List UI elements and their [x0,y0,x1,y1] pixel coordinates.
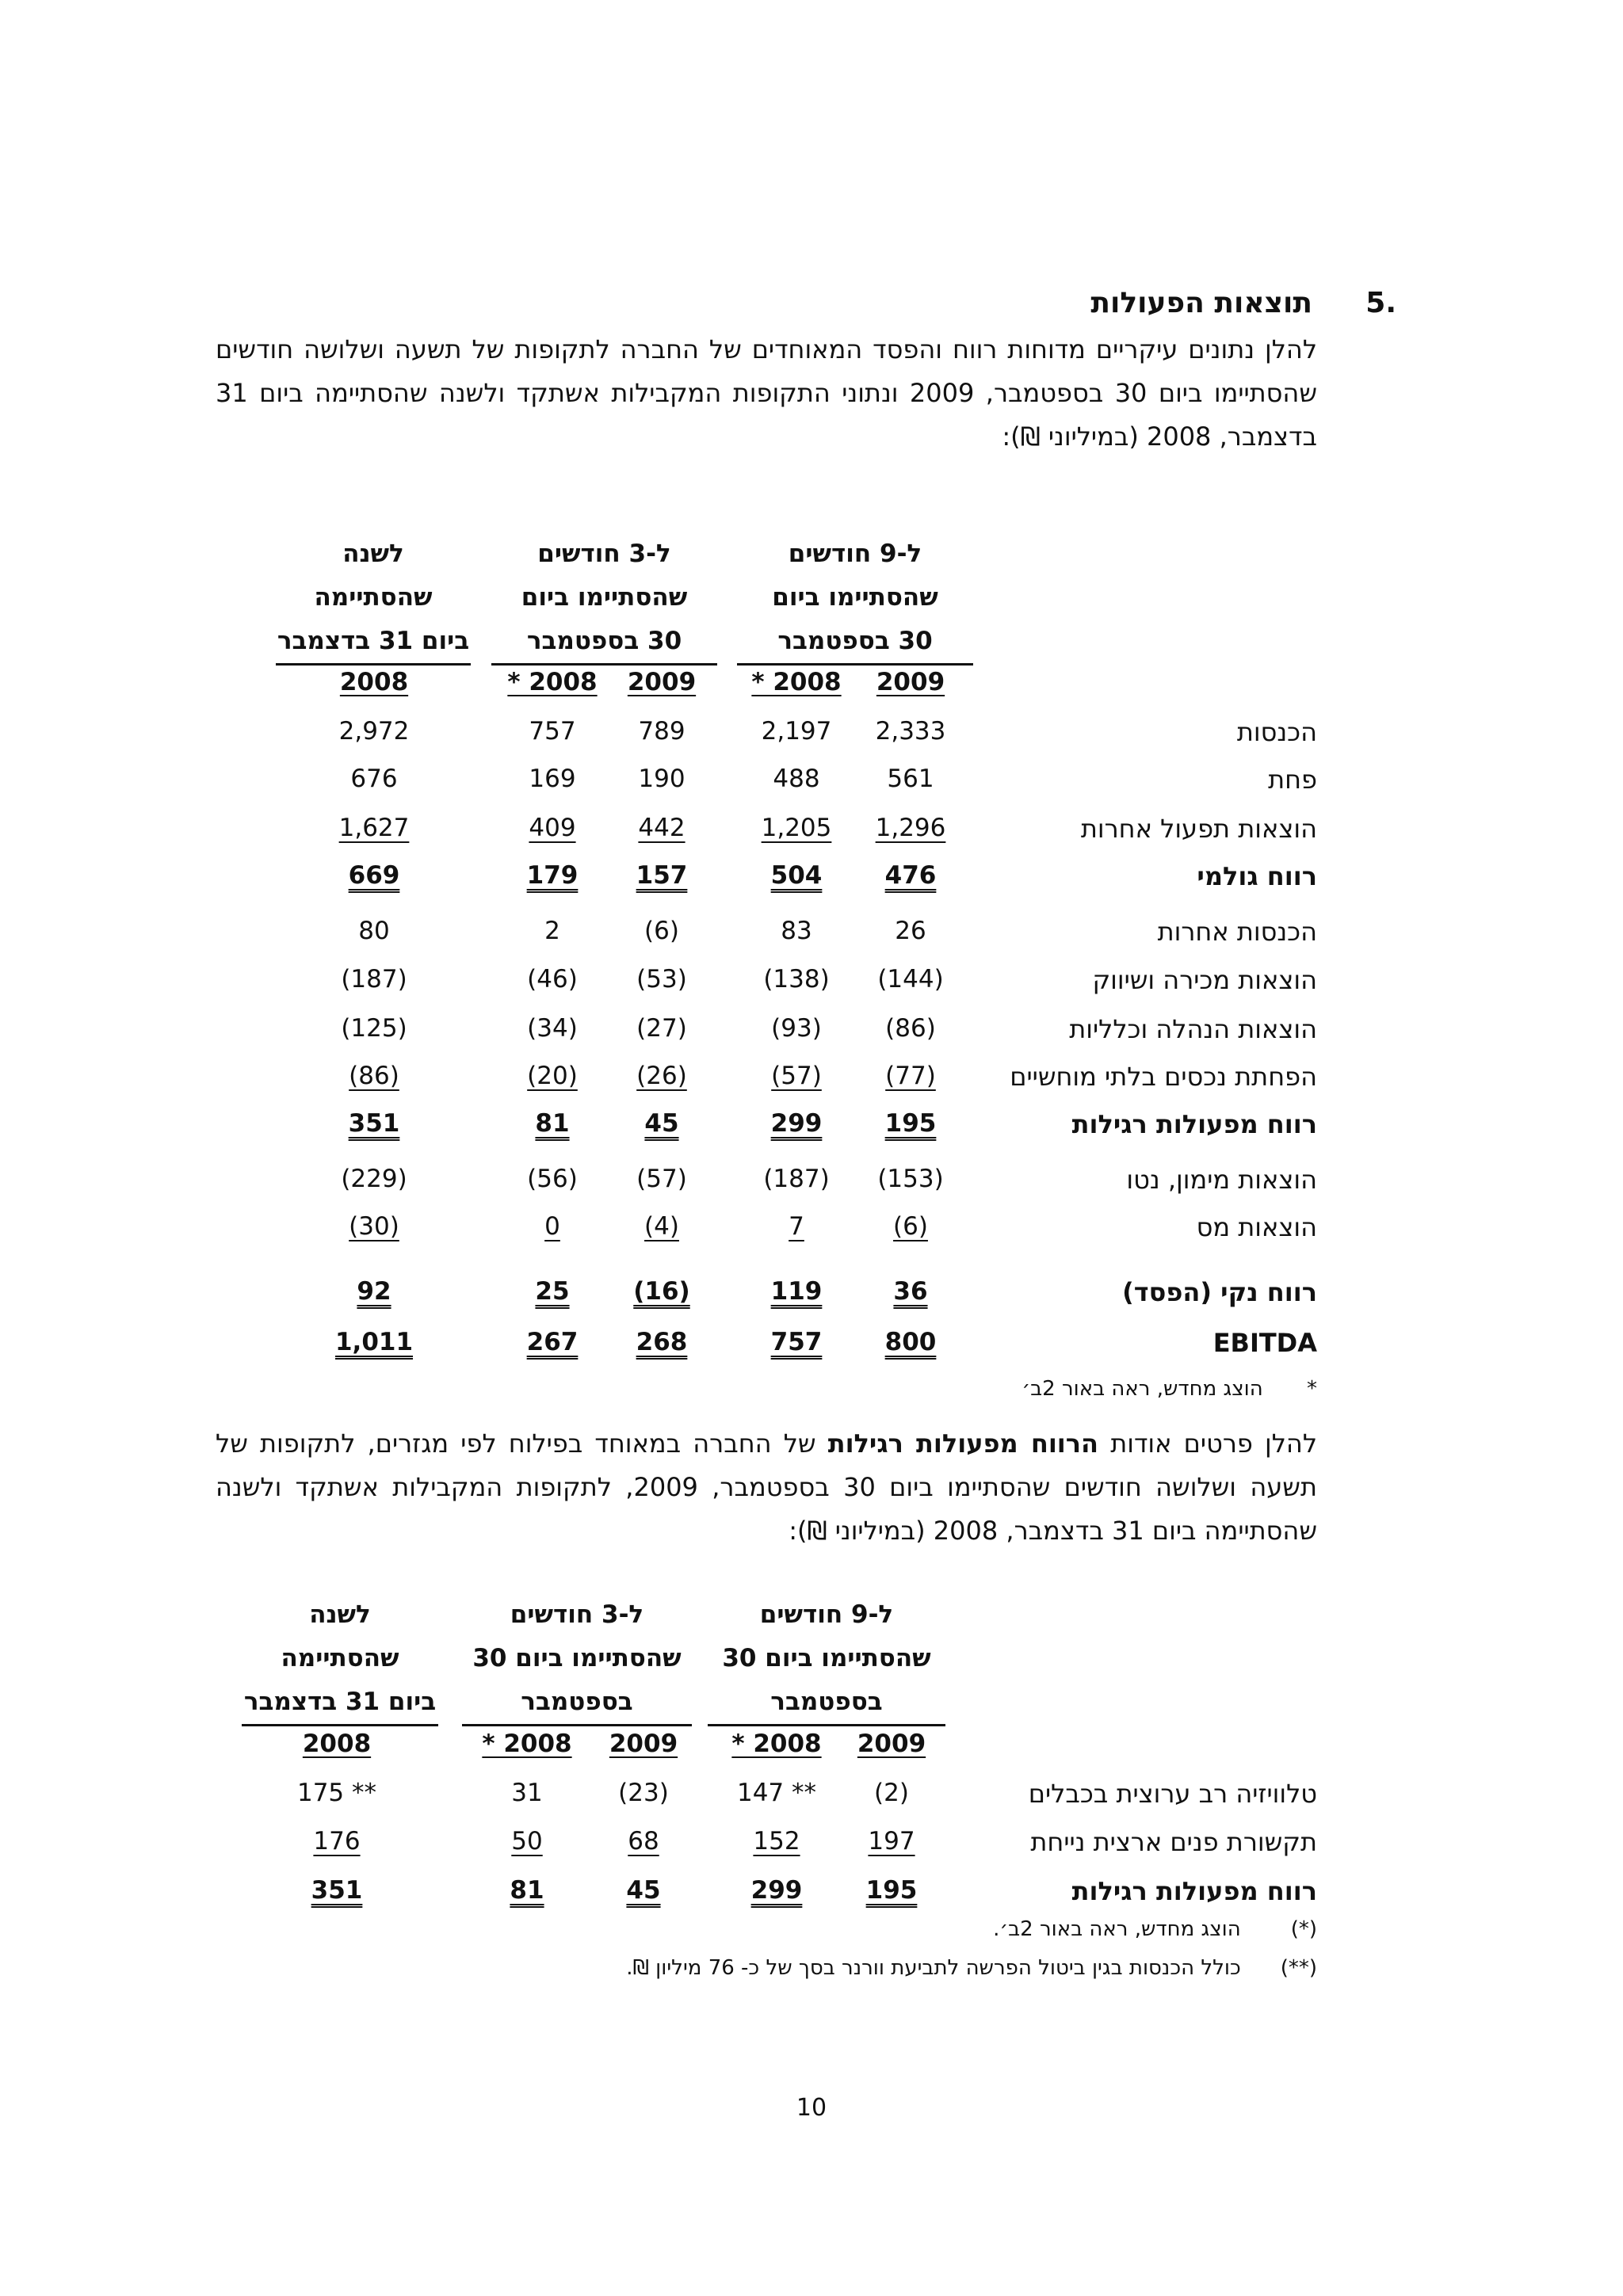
t1-cell: (6) [644,917,679,945]
t1-group-year [276,532,471,666]
t1-cell: 2,333 [875,717,946,746]
t2-cell: 68 [628,1827,659,1855]
t1-cell: (138) [763,965,830,994]
t1-footnote-text: הוצג מחדש, ראה באור 2ב׳ [1022,1377,1263,1401]
t1-g2-line1: ל-3 חודשים [537,540,671,568]
t2-cell: (2) [874,1779,909,1807]
t1-row-label: רווח מפעולות רגילות [1071,1109,1317,1139]
t2-g1-line1: ל-9 חודשים [759,1600,894,1629]
t1-cell: 351 [348,1109,400,1138]
t1-footnote [1022,1377,1317,1401]
t1-cell: 25 [535,1277,570,1306]
t1-row-label: הוצאות מימון, נטו [1126,1165,1317,1195]
t1-cell: (187) [763,1165,830,1193]
segments-intro-before: להלן פרטים אודות [1098,1428,1318,1459]
t2-g3-line3: ביום 31 בדצמבר [242,1680,438,1726]
t1-cell: (20) [527,1062,578,1090]
t2-footnote-2 [626,1956,1317,1980]
t1-cell: 757 [529,717,576,746]
t1-col-2009-9m: 2009 [876,668,945,696]
t1-cell: 2 [544,917,560,945]
t1-cell: 1,205 [761,814,832,842]
t1-group-3-months [491,532,717,666]
t2-footnote-1 [993,1917,1317,1941]
segments-intro-bold: הרווח מפעולות רגילות [827,1428,1099,1459]
t1-cell: (144) [877,965,944,994]
t1-cell: 800 [884,1328,937,1356]
t1-g3-line3: ביום 31 בדצמבר [276,620,471,666]
t2-cell: 176 [313,1827,361,1855]
t1-cell: 157 [636,861,688,890]
t1-cell: (57) [636,1165,687,1193]
t2-group-9-months [708,1593,945,1726]
t1-cell: 83 [781,917,812,945]
t1-cell: 267 [526,1328,579,1356]
section-title: תוצאות הפעולות [1090,287,1312,319]
intro-paragraph: להלן נתונים עיקריים מדוחות רווח והפסד המאוחדים של החברה לתקופות של תשעה ושלושה חודשים שהסתיימו ביום 30 בספטמבר, 2009 ונתוני התקופות המקבילות אשתקד ולשנה שהסתיימה ביום 31 בדצמבר, 2008 (במיליוני ₪): [216,334,1318,452]
t2-cell: 299 [750,1876,803,1905]
t1-col-2008-9m: * 2008 [751,668,842,696]
t2-col-2008-9m: * 2008 [731,1730,822,1758]
t1-cell: 7 [789,1212,804,1241]
t1-cell: 789 [638,717,685,746]
t2-cell: 195 [865,1876,918,1905]
t1-cell: 676 [350,765,398,793]
t1-cell: 92 [357,1277,391,1306]
t1-cell: 442 [638,814,685,842]
t2-g3-line1: לשנה [309,1600,371,1629]
t1-cell: 80 [358,917,390,945]
t1-cell: 561 [887,765,934,793]
t1-cell: 81 [535,1109,570,1138]
t1-cell: (16) [633,1277,690,1306]
t1-cell: 26 [895,917,926,945]
t1-cell: 195 [884,1109,937,1138]
t2-cell: 81 [510,1876,544,1905]
t1-cell: 268 [636,1328,688,1356]
t2-footnote-2-text: כולל הכנסות בגין ביטול הפרשה לתביעת וורנר בסך של כ- 76 מיליון ₪. [626,1956,1241,1980]
t2-g2-line3: בספטמבר [462,1680,692,1726]
page-number: 10 [796,2094,827,2122]
t1-cell: 45 [644,1109,679,1138]
t2-footnote-2-mark: (**) [1280,1956,1317,1980]
t1-cell: 169 [529,765,576,793]
t2-cell: (23) [618,1779,669,1807]
t1-cell: 36 [893,1277,928,1306]
t1-cell: 669 [348,861,400,890]
t1-cell: (77) [885,1062,936,1090]
t1-row-label: הכנסות [1236,717,1317,747]
t1-cell: 409 [529,814,576,842]
t1-cell: 179 [526,861,579,890]
t2-cell: 31 [511,1779,543,1807]
t1-cell: 1,296 [875,814,946,842]
t2-cell: 175 ** [296,1779,377,1807]
t2-g1-line2: שהסתיימו ביום 30 [722,1644,931,1672]
t1-row-label: הכנסות אחרות [1157,917,1317,947]
t1-cell: (26) [636,1062,687,1090]
t2-cell: 351 [311,1876,363,1905]
section-number: 5. [1365,287,1396,319]
t2-col-2008-year: 2008 [302,1730,372,1758]
t1-row-label: רווח נקי (הפסד) [1122,1277,1317,1307]
t1-cell: 476 [884,861,937,890]
t1-cell: (53) [636,965,687,994]
t1-col-2008-3m: * 2008 [507,668,598,696]
t1-cell: 2,197 [761,717,832,746]
t1-cell: (125) [341,1014,407,1043]
t2-g3-line2: שהסתיימה [281,1644,399,1672]
t2-g2-line2: שהסתיימו ביום 30 [472,1644,682,1672]
t1-row-label: הוצאות מס [1196,1212,1317,1242]
t1-g1-line1: ל-9 חודשים [788,540,922,568]
t1-cell: 190 [638,765,685,793]
t1-cell: (6) [893,1212,928,1241]
t2-footnote-1-text: הוצג מחדש, ראה באור 2ב׳. [993,1917,1241,1941]
t1-row-label: הוצאות מכירה ושיווק [1092,965,1317,995]
segments-intro-after: של החברה במאוחד בפילוח לפי מגזרים, לתקופות של תשעה ושלושה חודשים שהסתיימו ביום 30 בספטמבר, 2009, לתקופות המקבילות אשתקד ולשנה שהסתיימה ביום 31 בדצמבר, 2008 (במיליוני ₪): [216,1428,1318,1546]
t2-group-3-months [462,1593,692,1726]
t1-g1-line3: 30 בספטמבר [737,620,973,666]
t1-cell: (57) [771,1062,822,1090]
t2-col-2008-3m: * 2008 [482,1730,572,1758]
t1-row-label: EBITDA [1212,1328,1317,1358]
segments-paragraph [216,1422,1317,1553]
t1-footnote-mark: * [1307,1377,1317,1401]
t2-cell: 197 [868,1827,915,1855]
t2-footnote-1-mark: (*) [1290,1917,1317,1941]
t2-cell: 45 [626,1876,661,1905]
t1-cell: (4) [644,1212,679,1241]
t1-cell: (34) [527,1014,578,1043]
t1-cell: (27) [636,1014,687,1043]
t2-cell: 152 [753,1827,800,1855]
t1-cell: 1,011 [334,1328,414,1356]
t1-row-label: הפחתת נכסים בלתי מוחשיים [1010,1062,1317,1092]
t1-g1-line2: שהסתיימו ביום [772,583,938,612]
t1-col-2008-year: 2008 [339,668,409,696]
t2-row-label: טלוויזיה רב ערוצית בכבלים [1028,1779,1317,1809]
t1-cell: (46) [527,965,578,994]
t1-cell: 299 [770,1109,823,1138]
t1-cell: 119 [770,1277,823,1306]
t1-row-label: הוצאות תפעול אחרות [1080,814,1317,844]
t1-cell: (86) [885,1014,936,1043]
t1-cell: (86) [349,1062,399,1090]
t1-g3-line1: לשנה [342,540,404,568]
t1-cell: 2,972 [338,717,410,746]
t1-group-9-months [737,532,973,666]
t1-g2-line3: 30 בספטמבר [491,620,717,666]
t1-cell: (56) [527,1165,578,1193]
t1-cell: 0 [544,1212,560,1241]
t2-cell: 50 [511,1827,543,1855]
t2-cell: 147 ** [736,1779,817,1807]
t1-row-label: רווח גולמי [1197,861,1317,891]
t1-col-2009-3m: 2009 [627,668,697,696]
t1-cell: 488 [773,765,820,793]
t1-cell: (153) [877,1165,944,1193]
t1-g3-line2: שהסתיימה [314,583,433,612]
t2-group-year [242,1593,438,1726]
t1-cell: 504 [770,861,823,890]
t1-row-label: פחת [1268,765,1317,795]
t2-row-label: רווח מפעולות רגילות [1071,1876,1317,1906]
t1-row-label: הוצאות הנהלה וכלליות [1069,1014,1317,1044]
t1-g2-line2: שהסתיימו ביום [521,583,688,612]
t1-cell: (229) [341,1165,407,1193]
t1-cell: 757 [770,1328,823,1356]
t2-g1-line3: בספטמבר [708,1680,945,1726]
t1-cell: (30) [349,1212,399,1241]
t2-g2-line1: ל-3 חודשים [510,1600,644,1629]
t1-cell: 1,627 [338,814,410,842]
t1-cell: (93) [771,1014,822,1043]
t2-row-label: תקשורת פנים ארצית נייחת [1030,1827,1317,1857]
t2-col-2009-9m: 2009 [857,1730,926,1758]
t2-col-2009-3m: 2009 [609,1730,678,1758]
t1-cell: (187) [341,965,407,994]
